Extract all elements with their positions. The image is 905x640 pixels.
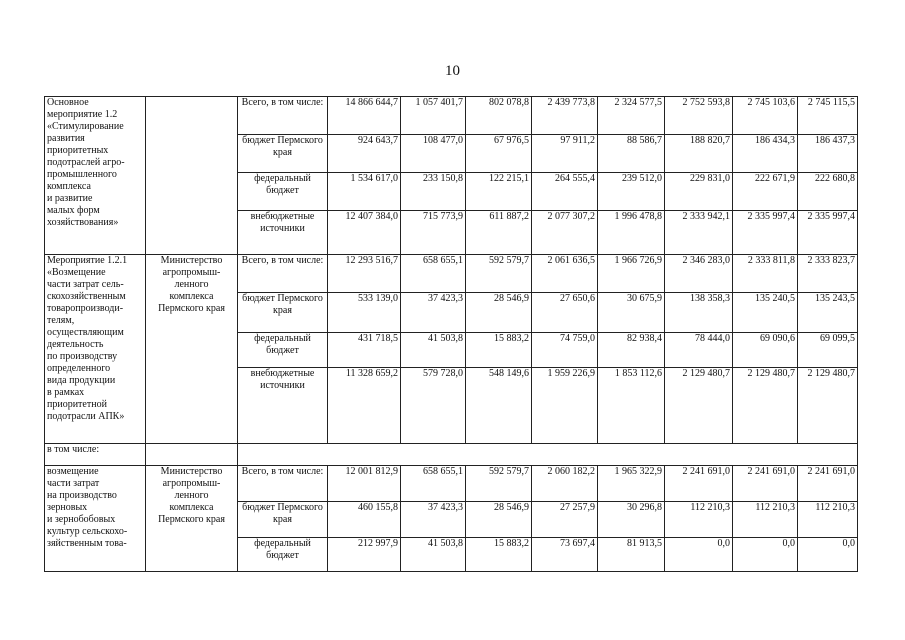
funding-value: 82 938,4 xyxy=(598,333,665,368)
funding-value: 592 579,7 xyxy=(466,255,532,293)
funding-source: федеральный бюджет xyxy=(238,173,328,211)
funding-value: 2 241 691,0 xyxy=(798,466,858,502)
funding-source: внебюджетные источники xyxy=(238,368,328,444)
funding-value: 1 996 478,8 xyxy=(598,211,665,255)
funding-value: 27 650,6 xyxy=(532,293,598,333)
page-number: 10 xyxy=(445,63,460,79)
funding-value: 74 759,0 xyxy=(532,333,598,368)
funding-value: 11 328 659,2 xyxy=(328,368,401,444)
funding-value: 611 887,2 xyxy=(466,211,532,255)
funding-source: бюджет Пермского края xyxy=(238,135,328,173)
funding-value: 2 333 823,7 xyxy=(798,255,858,293)
funding-value: 715 773,9 xyxy=(401,211,466,255)
main-measure-measure-name: Основное мероприятие 1.2 «Стимулирование развития приоритетных подотраслей агро- промышленного комплекса и развитие малых форм хозяйствования» xyxy=(45,97,146,255)
funding-value: 2 335 997,4 xyxy=(733,211,798,255)
measure-1-2-1-executor: Министерство агропромыш- ленного комплекса Пермского края xyxy=(146,255,238,444)
funding-value: 2 745 103,6 xyxy=(733,97,798,135)
funding-source: Всего, в том числе: xyxy=(238,466,328,502)
empty-cell xyxy=(146,444,238,466)
funding-value: 186 434,3 xyxy=(733,135,798,173)
funding-value: 2 439 773,8 xyxy=(532,97,598,135)
funding-value: 188 820,7 xyxy=(665,135,733,173)
funding-value: 924 643,7 xyxy=(328,135,401,173)
funding-value: 112 210,3 xyxy=(798,502,858,538)
funding-value: 78 444,0 xyxy=(665,333,733,368)
subsection-executor: Министерство агропромыш- ленного комплекса Пермского края xyxy=(146,466,238,572)
funding-value: 1 965 322,9 xyxy=(598,466,665,502)
measure-1-2-1-measure-name: Мероприятие 1.2.1 «Возмещение части затрат сель- скохозяйственным товаропроизводи- телям, осуществляющим деятельность по производству определенного вида продукции в рамках приоритетной подотрасли АПК» xyxy=(45,255,146,444)
funding-value: 264 555,4 xyxy=(532,173,598,211)
funding-value: 14 866 644,7 xyxy=(328,97,401,135)
measure-1-2-1-row xyxy=(45,255,858,293)
funding-value: 2 752 593,8 xyxy=(665,97,733,135)
funding-value: 37 423,3 xyxy=(401,293,466,333)
funding-value: 658 655,1 xyxy=(401,255,466,293)
funding-value: 41 503,8 xyxy=(401,333,466,368)
funding-value: 592 579,7 xyxy=(466,466,532,502)
funding-value: 97 911,2 xyxy=(532,135,598,173)
funding-value: 12 293 516,7 xyxy=(328,255,401,293)
funding-value: 431 718,5 xyxy=(328,333,401,368)
funding-value: 135 243,5 xyxy=(798,293,858,333)
funding-value: 2 333 942,1 xyxy=(665,211,733,255)
funding-source: федеральный бюджет xyxy=(238,333,328,368)
empty-cell xyxy=(238,444,858,466)
funding-value: 2 129 480,7 xyxy=(798,368,858,444)
funding-value: 69 090,6 xyxy=(733,333,798,368)
funding-value: 222 671,9 xyxy=(733,173,798,211)
funding-value: 2 346 283,0 xyxy=(665,255,733,293)
funding-value: 67 976,5 xyxy=(466,135,532,173)
including-label: в том числе: xyxy=(45,444,146,466)
funding-value: 222 680,8 xyxy=(798,173,858,211)
funding-value: 802 078,8 xyxy=(466,97,532,135)
funding-value: 15 883,2 xyxy=(466,538,532,572)
funding-value: 112 210,3 xyxy=(665,502,733,538)
funding-value: 28 546,9 xyxy=(466,502,532,538)
funding-value: 112 210,3 xyxy=(733,502,798,538)
funding-value: 2 745 115,5 xyxy=(798,97,858,135)
funding-value: 30 296,8 xyxy=(598,502,665,538)
program-funding-table xyxy=(44,96,858,572)
funding-value: 81 913,5 xyxy=(598,538,665,572)
funding-value: 1 966 726,9 xyxy=(598,255,665,293)
funding-value: 2 061 636,5 xyxy=(532,255,598,293)
funding-value: 2 241 691,0 xyxy=(665,466,733,502)
funding-value: 2 129 480,7 xyxy=(665,368,733,444)
funding-value: 233 150,8 xyxy=(401,173,466,211)
funding-source: Всего, в том числе: xyxy=(238,97,328,135)
funding-value: 122 215,1 xyxy=(466,173,532,211)
funding-value: 186 437,3 xyxy=(798,135,858,173)
subsection-row xyxy=(45,466,858,502)
funding-value: 12 407 384,0 xyxy=(328,211,401,255)
main-measure-row xyxy=(45,97,858,135)
funding-value: 229 831,0 xyxy=(665,173,733,211)
funding-value: 28 546,9 xyxy=(466,293,532,333)
funding-value: 135 240,5 xyxy=(733,293,798,333)
funding-value: 138 358,3 xyxy=(665,293,733,333)
funding-value: 0,0 xyxy=(733,538,798,572)
funding-value: 460 155,8 xyxy=(328,502,401,538)
funding-value: 2 335 997,4 xyxy=(798,211,858,255)
funding-source: федеральный бюджет xyxy=(238,538,328,572)
funding-value: 30 675,9 xyxy=(598,293,665,333)
funding-value: 27 257,9 xyxy=(532,502,598,538)
funding-source: бюджет Пермского края xyxy=(238,293,328,333)
funding-source: бюджет Пермского края xyxy=(238,502,328,538)
subsection-measure-name: возмещение части затрат на производство зерновых и зернобобовых культур сельскохо- зяйственным това- xyxy=(45,466,146,572)
funding-value: 88 586,7 xyxy=(598,135,665,173)
funding-value: 1 853 112,6 xyxy=(598,368,665,444)
funding-value: 37 423,3 xyxy=(401,502,466,538)
funding-value: 239 512,0 xyxy=(598,173,665,211)
funding-value: 12 001 812,9 xyxy=(328,466,401,502)
funding-value: 548 149,6 xyxy=(466,368,532,444)
funding-source: внебюджетные источники xyxy=(238,211,328,255)
funding-value: 533 139,0 xyxy=(328,293,401,333)
including-row xyxy=(45,444,858,466)
funding-value: 41 503,8 xyxy=(401,538,466,572)
funding-value: 579 728,0 xyxy=(401,368,466,444)
funding-source: Всего, в том числе: xyxy=(238,255,328,293)
funding-value: 1 534 617,0 xyxy=(328,173,401,211)
funding-value: 69 099,5 xyxy=(798,333,858,368)
funding-value: 2 324 577,5 xyxy=(598,97,665,135)
funding-value: 108 477,0 xyxy=(401,135,466,173)
funding-value: 73 697,4 xyxy=(532,538,598,572)
funding-value: 1 959 226,9 xyxy=(532,368,598,444)
funding-value: 212 997,9 xyxy=(328,538,401,572)
funding-value: 2 333 811,8 xyxy=(733,255,798,293)
funding-value: 15 883,2 xyxy=(466,333,532,368)
funding-value: 2 241 691,0 xyxy=(733,466,798,502)
funding-value: 2 060 182,2 xyxy=(532,466,598,502)
funding-value: 0,0 xyxy=(665,538,733,572)
main-measure-executor xyxy=(146,97,238,255)
funding-value: 2 077 307,2 xyxy=(532,211,598,255)
funding-value: 1 057 401,7 xyxy=(401,97,466,135)
funding-value: 658 655,1 xyxy=(401,466,466,502)
funding-value: 0,0 xyxy=(798,538,858,572)
funding-value: 2 129 480,7 xyxy=(733,368,798,444)
